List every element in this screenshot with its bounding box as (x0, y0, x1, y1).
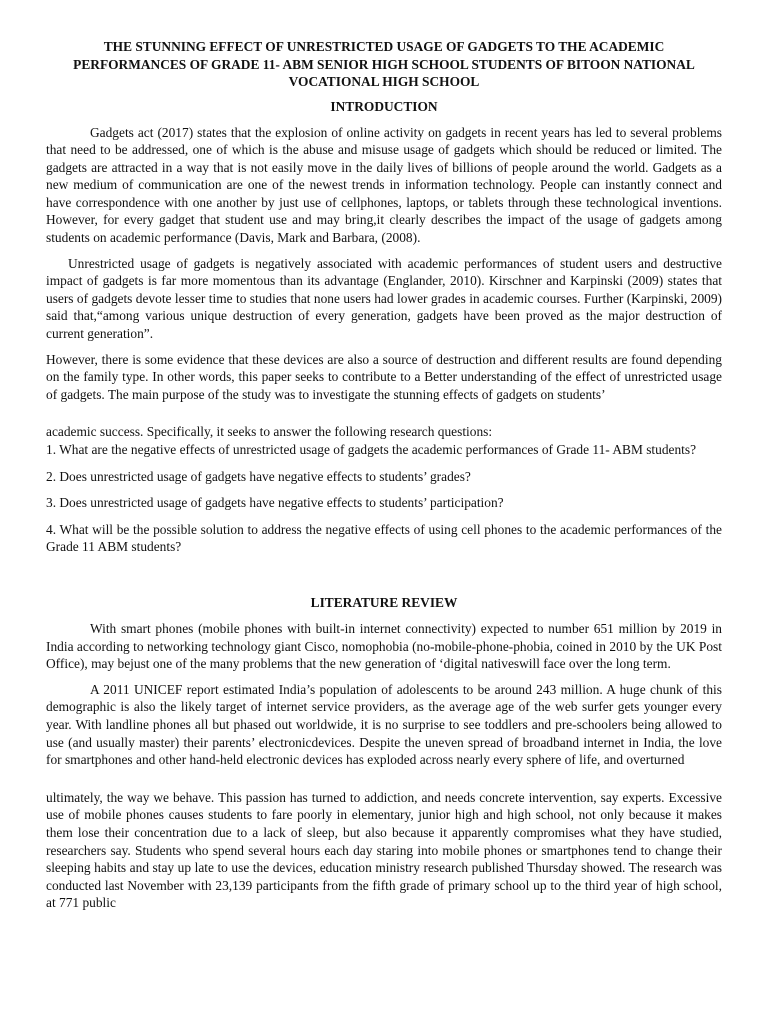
introduction-heading: INTRODUCTION (330, 98, 438, 114)
research-question-4: 4. What will be the possible solution to address the negative effects of using cell phones to the academic performances of the Grade 11 ABM students? (46, 521, 722, 555)
paper-title: THE STUNNING EFFECT OF UNRESTRICTED USAGE OF GADGETS TO THE ACADEMIC PERFORMANCES OF GRADE 11- ABM SENIOR HIGH SCHOOL STUDENTS OF BITOON NATIONAL VOCATIONAL HIGH SCHOOL (73, 39, 695, 89)
research-question-3: 3. Does unrestricted usage of gadgets have negative effects to students’ participation? (46, 495, 504, 511)
research-question-1: 1. What are the negative effects of unrestricted usage of gadgets the academic performances of Grade 11- ABM students? (46, 442, 697, 457)
intro-paragraph-3: However, there is some evidence that these devices are also a source of destruction and different results are found depending on the family type. In other words, this paper seeks to contribute to a Better understanding of the effect of unrestricted usage of gadgets. The main purpose of the study was to investigate the stunning effects of gadgets on students’ (46, 351, 722, 402)
intro-paragraph-4: academic success. Specifically, it seeks to answer the following research questions: (46, 424, 493, 440)
intro-paragraph-1: Gadgets act (2017) states that the explosion of online activity on gadgets in recent years has led to several problems that need to be addressed, one of which is the abuse and misuse usage of gadgets which should be reduced or limited. The gadgets are attracted in a way that is not easily move in the daily lives of billions of people around the world. Gadgets as a new medium of communication are one of the newest trends in information technology. People can instantly connect and have correspondence with one another by just use of cellphones, laptops, or tablets through these technological inventions. However, for every gadget that student use and may bring,it clearly describes the impact of the usage of gadgets among students on academic performance (Davis, Mark and Barbara, (2008). (46, 124, 722, 246)
lit-paragraph-3: ultimately, the way we behave. This passion has turned to addiction, and needs concrete intervention, say experts. Excessive use of mobile phones causes students to fare poorly in elementary, junior high and high school, not only because it makes them lose their concentration due to a lack of sleep, but also because it apparently compromises what they have studied, researchers say. Students who spend several hours each day staring into mobile phones or smartphones tend to change their sleeping habits and stay up late to use the devices, education ministry research published Thursday showed. The research was conducted last November with 23,139 participants from the fifth grade of primary school up to the third year of high school, at 771 public (46, 789, 722, 911)
lit-paragraph-2: A 2011 UNICEF report estimated India’s population of adolescents to be around 243 million. A huge chunk of this demographic is also the likely target of internet service providers, as the average age of the web surfer gets younger every year. With landline phones all but phased out worldwide, it is no surprise to see toddlers and pre-schoolers being allowed to use (and usually master) their parents’ electronicdevices. Despite the uneven spread of broadband internet in India, the love for smartphones and other hand-held electronic devices has exploded across nearly every sphere of life, and overturned (46, 681, 722, 768)
literature-review-heading: LITERATURE REVIEW (310, 594, 458, 610)
research-question-2: 2. Does unrestricted usage of gadgets have negative effects to students’ grades? (46, 468, 471, 484)
lit-paragraph-1: With smart phones (mobile phones with built-in internet connectivity) expected to number 651 million by 2019 in India according to networking technology giant Cisco, nomophobia (no-mobile-phone-phobia, coined in 2010 by the UK Post Office), may bejust one of the many problems that the new generation of ‘digital nativeswill face over the long term. (46, 620, 722, 672)
intro-paragraph-2: Unrestricted usage of gadgets is negatively associated with academic performances of student users and destructive impact of gadgets is far more momentous than its advantage (Englander, 2010). Kirschner and Karpinski (2009) states that users of gadgets devote lesser time to studies that none users had lower grades in academic courses. Further (Karpinski, 2009) said that,“among various unique destruction of every generation, gadgets have been proved as the major destruction of current generation”. (46, 255, 722, 342)
